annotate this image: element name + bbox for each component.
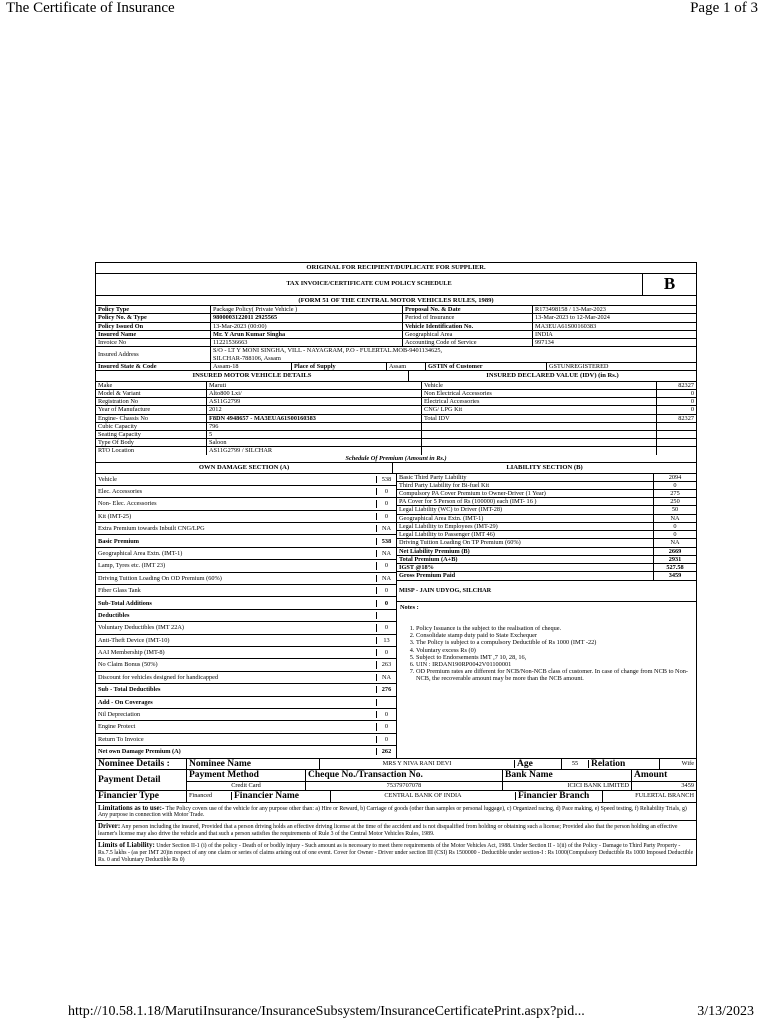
od-item-label: AAI Membership (IMT-8) [96,649,377,656]
liability-item-label: PA Cover for 5 Person of Rs (100000) each (IMT- 16 ) [397,498,654,505]
liability-item-value: 0 [673,481,677,489]
idv-label: Total IDV [422,415,657,422]
liability-item-value: 2931 [668,555,682,563]
driver-text: Any person including the insured, Provided that a person driving holds an effective driving license at the time of the accident and is not disqualified from holding or obtaining such a license; Provided also that the person holding an effective learner's license may also drive the vehicle and that such a person satisfies the requirements of Rule 3 of the Central Motor Vehicles Rules, 1989. [98,824,678,838]
liability-item-label: Basic Third Party Liability [397,474,654,481]
od-item-label: Return To Invoice [96,736,377,743]
cheque-value: 75379707078 [386,782,422,790]
vehicle-detail-row [96,390,696,398]
od-premium-row [96,659,396,671]
tax-title: TAX INVOICE/CERTIFICATE CUM POLICY SCHEDULE [96,274,643,295]
original-line: ORIGINAL FOR RECIPIENT/DUPLICATE FOR SUPPLIER. [306,264,486,271]
state-label: Insured State & Code [96,363,211,370]
od-item-label: Voluntary Deductibles (IMT 22A) [96,624,377,631]
financier-name: CENTRAL BANK OF INDIA [331,792,516,799]
od-item-value: 13 [383,636,390,644]
page-header-title: The Certificate of Insurance [6,0,175,16]
period-value: 13-Mar-2023 to 12-Mar-2024 [535,314,610,322]
liability-item-label: IGST @18% [397,564,654,571]
vehicle-field-value: Saloon [207,439,422,446]
insured-name: Mr. Y Arun Kumar Singha [211,331,403,338]
od-item-label: Sub-Total Additions [96,600,377,607]
footer-url: http://10.58.1.18/MarutiInsurance/InsuranceSubsystem/InsuranceCertificatePrint.aspx?pid... [68,1004,585,1019]
geo-label: Geographical Area [403,331,533,338]
limitations-of-use [96,803,696,821]
period-label: Period of Insurance [403,314,533,321]
liability-item-label: Third Party Liability for Bi-fuel Kit [397,482,654,489]
od-premium-row [96,684,396,696]
invoice-label: Invoice No [96,339,211,346]
od-item-value: 0 [384,599,389,607]
financier-branch: FULERTAL BRANCH [635,792,694,800]
policy-type: Package Policy( Private Vehicle ) [211,306,403,313]
liability-item-value: 3459 [668,572,682,580]
od-premium-row [96,697,396,709]
idv-value [657,431,696,438]
idv-label: Non Electrical Accessories [422,390,657,397]
limitations-label: Limitations as to use:- [98,803,165,812]
acct-label: Accounting Code of Service [403,339,533,346]
vehicle-field-label: Seating Capacity [96,431,207,438]
form-title: (FORM 51 OF THE CENTRAL MOTOR VEHICLES RULES, 1989) [298,296,494,304]
liability-item-value: NA [670,514,680,522]
od-item-label: Sub - Total Deductibles [96,686,377,693]
od-item-value: 0 [384,624,389,632]
od-premium-row [96,535,396,547]
od-item-value: 0 [384,649,389,657]
liability-premium-row [397,506,696,514]
vehicle-field-label: Make [96,382,207,389]
idv-label [422,423,657,430]
vehicle-field-value: Maruti [207,382,422,389]
od-item-value: 538 [381,475,392,483]
od-item-label: Kit (IMT-25) [96,513,377,520]
idv-value: 82327 [678,414,694,422]
note-item: 5. Subject to Endorsements IMT ,7 10, 28, 16, [416,654,693,661]
od-item-value: 262 [381,748,392,756]
limitations-text: The Policy covers use of the vehicle for any purpose other than: a) Hire or Reward, b) Carriage of goods (other than samples or personal luggage), c) Organized racing, d) Pace making, e) Speed testing, f) Reliability Trials, g) Any purpose in connection with Motor Trade. [98,805,687,819]
od-item-label: Net own Damage Premium (A) [96,748,377,755]
liability-item-value: 2094 [668,473,682,481]
misp-line: MISP - JAIN UDYOG, SILCHAR [399,586,492,594]
od-premium-row [96,721,396,733]
copy-badge: B [663,274,676,294]
cheque-label: Cheque No./Transaction No. [306,770,502,782]
vehicle-field-label: Registration No [96,398,207,405]
od-premium-row [96,548,396,560]
od-item-label: Non- Elec. Accessories [96,500,377,507]
od-item-label: No Claim Bonus (50%) [96,661,377,668]
od-premium-row [96,610,396,622]
idv-value [657,423,696,430]
nominee-details-label: Nominee Details : [96,759,187,770]
liability-premium-row [397,474,696,482]
idv-label [422,447,657,454]
od-premium-row [96,746,396,757]
od-premium-row [96,486,396,498]
idv-value: 82327 [678,381,694,389]
od-item-value: 0 [384,488,389,495]
vehicle-field-label: Cubic Capacity [96,423,207,430]
acct-value: 997134 [535,339,554,347]
od-premium-row [96,597,396,609]
nominee-name: MRS Y NIVA RANI DEVI [320,760,515,767]
nominee-age: 55 [562,760,589,767]
od-item-label: Extra Premium towards Inbuilt CNG/LPG [96,525,377,532]
vehicle-field-value: 5 [207,431,422,438]
liability-item-label: Driving Tuition Loading On TP Premium (60%) [397,539,654,546]
od-section-title: OWN DAMAGE SECTION (A) [96,463,393,473]
nominee-relation: Wife [681,760,694,768]
payment-method-label: Payment Method [187,770,305,782]
liability-premium-row [397,556,696,564]
od-item-value: 0 [384,587,389,595]
od-premium-row [96,585,396,597]
idv-value: 0 [690,398,694,406]
od-item-label: Anti-Theft Device (IMT-10) [96,637,377,644]
od-item-value: 0 [384,500,389,508]
vehicle-field-value: Alto800 Lxi/ [207,390,422,397]
od-item-value: NA [381,525,392,533]
liability-item-value: 0 [673,522,677,530]
liability-premium-row [397,564,696,572]
invoice-value: 11221536663 [211,339,403,346]
od-premium-row [96,635,396,647]
idv-value: 0 [690,389,694,397]
od-premium-row [96,498,396,510]
address-line-2: SILCHAR-788106, Assam [213,354,281,362]
idv-label: CNG/ LPG Kit [422,406,657,413]
idv-title: INSURED DECLARED VALUE (IDV) (in Rs.) [486,372,619,380]
od-item-value: 0 [384,723,389,731]
vehicle-detail-row [96,406,696,414]
financier-type: Financed [187,792,232,799]
insured-label: Insured Name [96,331,211,338]
liability-section-title: LIABILITY SECTION (B) [506,463,583,471]
od-item-value: 0 [384,711,389,719]
policy-type-label: Policy Type [96,306,211,313]
vehicle-detail-row [96,431,696,439]
vehicle-field-value: F8DN 4948657 - MA3EUA61S00160383 [207,415,422,422]
vehicle-field-value: 2012 [207,406,422,413]
liability-item-label: Legal Liability to Employees (IMT-29) [397,523,654,530]
od-item-value: 0 [384,512,389,520]
liability-item-label: Compulsory PA Cover Premium to Owner-Driver (1 Year) [397,490,654,497]
od-premium-row [96,734,396,746]
liability-premium-row [397,548,696,556]
supply-label: Place of Supply [292,363,387,370]
idv-label: Electrical Accessories [422,398,657,405]
od-premium-row [96,560,396,572]
supply-value: Assam [387,363,426,370]
policy-document [95,262,697,866]
idv-value [657,447,696,454]
note-item: 4. Voluntary excess Rs (0) [416,647,693,654]
idv-value: 0 [690,406,694,414]
idv-label [422,431,657,438]
note-item: 7. OD Premium rates are different for NCB/Non-NCB class of customer. In case of change from NCB to Non-NCB, the recoverable amount may be more than the NCB amount. [416,668,693,682]
od-premium-row [96,647,396,659]
od-premium-row [96,672,396,684]
payment-detail-label: Payment Detail [96,770,187,789]
liability-text: Under Section II-1 (i) of the policy - Death of or bodily injury - Such amount as is necessary to meet there requirements of the Motor Vehicles Act, 1988. Under Section II - 1(ii) of the Policy - Damage to Third Party Property - Rs.7.5 lakhs - (as per IMT 20)in respect of any one claim or series of claims arising out of one event. Cover for Owner - Driver under section III (CSI) Rs 1500000 - Deductible under section-I : Rs 1000(Compulsory Deductible Rs 1000 Imposed Deductible Rs. 0 and Voluntary Deductible Rs 0) [98,843,694,864]
idv-label [422,439,657,446]
liability-item-value: 250 [670,498,680,506]
od-premium-row [96,622,396,634]
od-item-label: Vehicle [96,476,377,483]
policy-no-label: Policy No. & Type [96,314,211,321]
amount-label: Amount [632,770,696,782]
liability-label: Limits of Liability: [98,841,155,850]
liability-item-value: 2669 [668,547,682,555]
vehicle-detail-row [96,423,696,431]
limits-of-liability [96,840,696,865]
note-item: 3. The Policy is subject to a compulsory Deductible of Rs 1000 (IMT -22) [416,639,693,646]
address-line-1: S/O - LT Y MONI SINGHA, VILL - NAYAGRAM, P.O - FULERTAL.MOB-9401134625, [213,347,443,355]
policy-no: 9800003122011 2925565 [211,314,403,321]
financier-type-label: Financier Type [96,791,187,802]
vehicle-details-title: INSURED MOTOR VEHICLE DETAILS [96,371,409,381]
vehicle-field-label: RTO Location [96,447,207,454]
vehicle-detail-row [96,447,696,454]
vehicle-field-label: Model & Variant [96,390,207,397]
od-item-label: Geographical Area Extn. (IMT-1) [96,550,377,557]
liability-item-label: Legal Liability to Passenger (IMT 46) [397,531,654,538]
bank-name: ICICI BANK LIMITED [567,782,629,790]
vin-label: Vehicle Identification No. [403,323,533,330]
od-item-value: 263 [381,661,392,669]
note-item: 2. Consolidate stamp duty paid to State Exchequer [416,632,693,639]
liability-premium-row [397,531,696,539]
liability-item-value: 527.58 [666,564,684,572]
vin-value: MA3EUA61S00160383 [535,322,597,330]
issued-label: Policy Issued On [96,323,211,330]
liability-item-value: 50 [671,506,679,514]
vehicle-detail-row [96,439,696,447]
proposal-value: R173498158 / 13-Mar-2023 [535,306,606,314]
idv-label: Vehicle [422,382,657,389]
od-item-label: Engine Protect [96,723,377,730]
od-item-value: 276 [381,686,392,694]
vehicle-field-value: AS11G2799 / SILCHAR [207,447,422,454]
od-item-label: Elec. Accessories [96,488,377,495]
liability-item-label: Geographical Area Extn. (IMT-1) [397,515,654,522]
driver-clause [96,821,696,839]
proposal-label: Proposal No. & Date [403,306,533,313]
od-item-label: Fiber Glass Tank [96,587,377,594]
payment-amount: 3459 [681,782,694,790]
od-item-label: Add - On Coverages [96,699,377,706]
footer-date: 3/13/2023 [697,1004,754,1019]
liability-item-label: Net Liability Premium (B) [397,548,654,555]
od-premium-row [96,709,396,721]
age-label: Age [515,759,562,770]
payment-method: Credit Card [231,782,261,790]
od-item-value: NA [381,574,392,582]
liability-premium-row [397,515,696,523]
vehicle-detail-row [96,415,696,423]
bank-label: Bank Name [503,770,631,782]
liability-item-label: Total Premium (A+B) [397,556,654,563]
financier-branch-label: Financier Branch [516,791,603,802]
od-premium-row [96,573,396,585]
relation-label: Relation [589,759,660,770]
liability-item-label: Gross Premium Paid [397,572,654,579]
liability-premium-row [397,498,696,506]
od-item-label: Deductibles [96,612,377,619]
liability-item-value: NA [670,539,680,547]
issued-value: 13-Mar-2023 (00:00) [211,323,403,330]
address-label: Insured Address [96,347,211,361]
liability-premium-row [397,523,696,531]
od-item-label: Driving Tuition Loading On OD Premium (60%) [96,575,377,582]
driver-label: Driver: [98,822,121,831]
od-item-label: Discount for vehicles designed for handicapped [96,674,377,681]
liability-premium-row [397,490,696,498]
gstin-label: GSTIN of Customer [426,363,547,370]
liability-premium-row [397,572,696,580]
note-item: 6. UIN : IRDAN190RP0042V01100001 [416,661,693,668]
od-item-value: NA [381,673,392,681]
od-item-label: Lamp, Tyres etc. (IMT 23) [96,562,377,569]
vehicle-detail-row [96,382,696,390]
premium-schedule-title: Schedule Of Premium (Amount in Rs.) [345,454,447,462]
od-item-value: NA [381,549,392,557]
liability-item-value: 0 [673,531,677,539]
od-item-label: Nil Depreciation [96,711,377,718]
vehicle-field-label: Engine- Chassis No [96,415,207,422]
liability-premium-row [397,482,696,490]
note-item: 1. Policy Issuance is the subject to the realisation of cheque. [416,625,693,632]
od-item-value: 0 [384,562,389,570]
od-premium-row [96,523,396,535]
gstin-value: GSTUNREGISTERED [549,362,609,370]
liability-premium-row [397,539,696,547]
od-premium-row [96,474,396,486]
od-item-value: 538 [381,537,392,545]
vehicle-field-value: AS11G2799 [207,398,422,405]
vehicle-detail-row [96,398,696,406]
liability-item-value: 275 [670,490,680,497]
vehicle-field-value: 796 [207,423,422,430]
geo-value: INDIA [535,330,553,338]
page-number: Page 1 of 3 [690,0,758,16]
liability-item-label: Legal Liability (WC) to Driver (IMT-28) [397,506,654,513]
vehicle-field-label: Year of Manufacture [96,406,207,413]
vehicle-field-label: Type Of Body [96,439,207,446]
od-premium-row [96,511,396,523]
state-value: Assam-18 [211,363,292,370]
notes-title: Notes : [400,603,419,611]
financier-name-label: Financier Name [232,791,331,802]
od-item-label: Basic Premium [96,538,377,545]
idv-value [657,439,696,446]
notes-block [397,602,696,685]
od-item-value: 0 [384,735,389,743]
nominee-name-label: Nominee Name [187,759,320,770]
